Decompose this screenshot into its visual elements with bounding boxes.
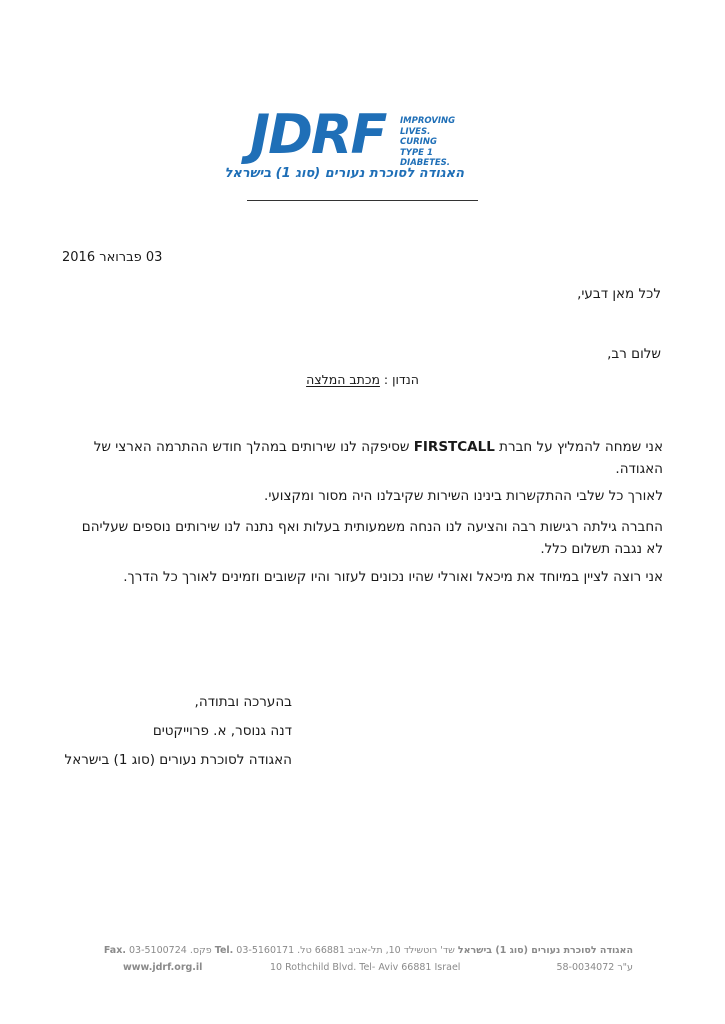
header-divider <box>247 200 478 201</box>
footer-reg-number: 58-0034072 <box>556 962 615 973</box>
letter-paragraph-4: אני רוצה לציין במיוחד את מיכאל ואורלי שהיו נכונים לעזור והיו קשובים וזמינים לאורך כל הדרך. <box>123 569 663 585</box>
footer-fax-en: Fax. 03-5100724 <box>103 945 187 956</box>
subject-value: מכתב המלצה <box>306 372 380 387</box>
logo-brand: JDRF <box>250 103 386 166</box>
company-name: FIRSTCALL <box>413 439 495 455</box>
p1-text-before: אני שמחה להמליץ על חברת <box>499 439 663 455</box>
footer-org-name: האגודה לסוכרת נעורים (סוג 1) בישראל <box>457 945 633 956</box>
letter-date: 03 פברואר 2016 <box>62 250 163 265</box>
jdrf-logo <box>224 103 482 196</box>
letter-paragraph-2: לאורך כל שלבי ההתקשרות בינינו השירות שקיבלנו היה מסור ומקצועי. <box>264 488 663 504</box>
footer-website: www.jdrf.org.il <box>123 962 203 973</box>
logo-tagline: IMPROVING LIVES. CURING TYPE 1 DIABETES. <box>400 116 456 168</box>
signature-block <box>52 688 292 775</box>
logo-hebrew-name: האגודה לסוכרת נעורים (סוג 1) בישראל <box>224 166 464 181</box>
footer-tel-en: Tel. 03-5160171 <box>214 945 295 956</box>
footer-contact-line <box>104 945 633 956</box>
subject-label: הנדון : <box>383 372 419 387</box>
footer-tel-label: טל. <box>297 945 312 956</box>
signature-closing: בהערכה ובתודה, <box>194 694 292 710</box>
letter-paragraph-3: החברה גילתה רגישות רבה והציעה לנו הנחה משמעותית בעלות ואף נתנה לנו שירותים נוספים שעליהם לא נגבה תשלום כלל. <box>81 519 663 557</box>
letter-greeting: שלום רב, <box>607 346 661 362</box>
footer-address-en: 10 Rothchild Blvd. Tel- Aviv 66881 Israel <box>270 962 461 973</box>
footer-reg-label: ע"ר <box>617 962 633 973</box>
footer-registration <box>556 962 633 973</box>
letter-salutation: לכל מאן דבעי, <box>577 286 661 302</box>
p1-text-after: שסיפקה לנו שירותים במהלך חודש ההתרמה הארצי של האגודה. <box>93 439 663 477</box>
signature-name: דנה גנוסר, א. פרוייקטים <box>152 723 292 739</box>
letter-paragraph-1 <box>63 436 663 480</box>
letter-subject <box>0 372 725 387</box>
footer-address-he: שד' רוטשילד 10, תל-אביב 66881 <box>314 945 455 956</box>
footer-fax-label: פקס. <box>189 945 212 956</box>
signature-org: האגודה לסוכרת נעורים (סוג 1) בישראל <box>64 752 292 768</box>
